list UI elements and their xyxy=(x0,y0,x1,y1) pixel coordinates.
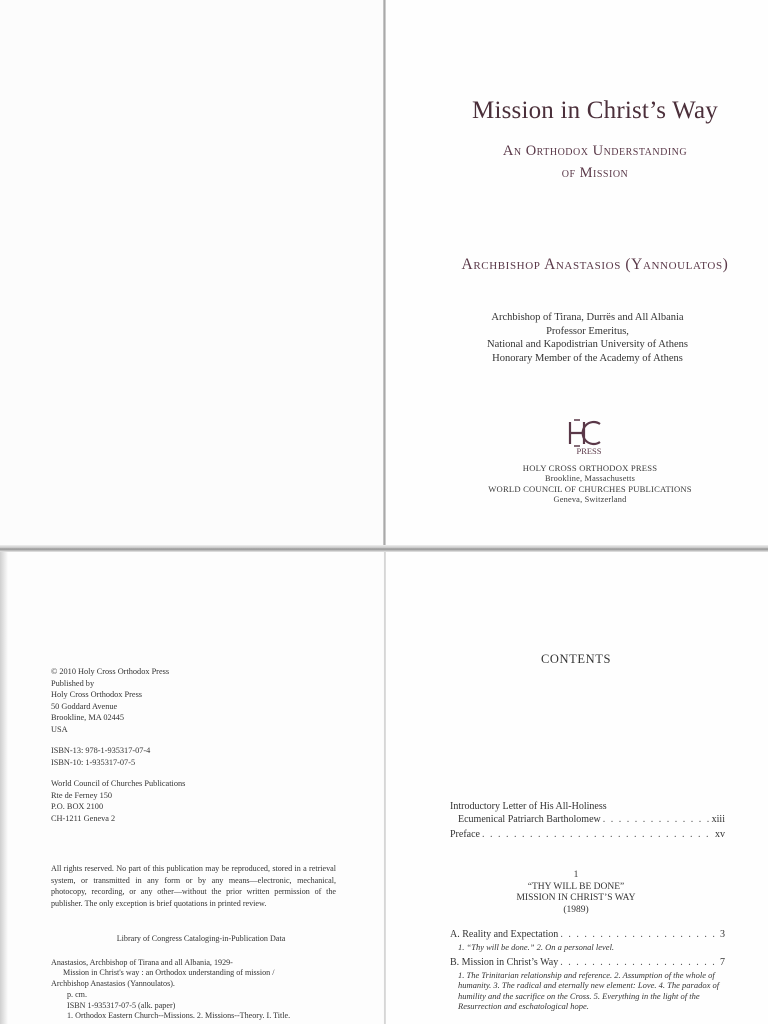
cip-line: Archbishop Anastasios (Yannoulatos). xyxy=(51,979,175,989)
page-edge-shadow xyxy=(0,549,8,1024)
scan-divider xyxy=(0,545,768,552)
publisher-name: WORLD COUNCIL OF CHURCHES PUBLICATIONS xyxy=(488,484,692,494)
toc-subentries: 1. The Trinitarian relationship and reference. 2. Assumption of the whole of humanity. 3. The radical and eternally new element: Love. 4. The paradox of humility and the sacrifice on the Cross. 5. Everything in the light of the Resurrection and eschatological hope. xyxy=(458,969,720,1012)
subtitle-line: An Orthodox Understanding xyxy=(502,143,688,159)
cip-line: Anastasios, Archbishop of Tirana and all Albania, 1929- xyxy=(51,957,233,967)
contents-page xyxy=(384,552,768,1024)
publishers-block xyxy=(430,463,750,505)
author-affiliations xyxy=(440,311,735,365)
toc-entry xyxy=(450,814,725,827)
toc-entry xyxy=(450,957,725,970)
press-line: © 2010 Holy Cross Orthodox Press xyxy=(51,667,170,676)
contents-heading: CONTENTS xyxy=(540,652,612,666)
publisher-logo-icon xyxy=(554,418,624,456)
wcc-line: World Council of Churches Publications xyxy=(51,779,186,788)
toc-entry-label: Introductory Letter of His All-Holiness xyxy=(450,801,607,812)
publisher-place: Geneva, Switzerland xyxy=(553,494,627,504)
cip-line: p. cm. xyxy=(67,989,88,999)
toc-entry-label: Ecumenical Patriarch Bartholomew xyxy=(458,813,601,825)
publisher-place: Brookline, Massachusetts xyxy=(544,473,636,483)
author-name: Archbishop Anastasios (Yannoulatos) xyxy=(461,256,729,273)
toc-page-number: 7 xyxy=(720,957,725,968)
cip-line: Mission in Christ's way : an Orthodox understanding of mission / xyxy=(63,968,275,978)
toc-entry-label: Preface xyxy=(450,829,480,840)
book-spine-top xyxy=(383,0,386,548)
isbn-line: ISBN-13: 978-1-935317-07-4 xyxy=(51,746,151,755)
toc-entry xyxy=(450,829,725,842)
wcc-line: P.O. BOX 2100 xyxy=(51,802,104,811)
publisher-name: HOLY CROSS ORTHODOX PRESS xyxy=(522,463,658,473)
copyright-info xyxy=(51,666,351,824)
toc-section-a xyxy=(450,929,725,952)
part-title: MISSION IN CHRIST’S WAY xyxy=(516,893,636,904)
affiliation-line: Professor Emeritus, xyxy=(546,325,629,337)
press-line: Holy Cross Orthodox Press xyxy=(51,690,143,699)
toc-section-b xyxy=(450,957,725,1012)
affiliation-line: National and Kapodistrian University of Athens xyxy=(487,339,688,350)
toc-leader xyxy=(603,814,710,827)
rights-notice: All rights reserved. No part of this publication may be reproduced, stored in a retrieval system, or transmitted in any form or by any means—electronic, mechanical, photocopy, recording, or any other—without the prior written permission of the publisher. The only exception is brief quotations in printed review. xyxy=(51,864,336,908)
toc-entry-label: A. Reality and Expectation xyxy=(450,929,559,940)
logo-text: PRESS xyxy=(576,446,602,456)
press-line: USA xyxy=(51,724,68,734)
affiliation-line: Honorary Member of the Academy of Athens xyxy=(492,352,683,364)
part-number: 1 xyxy=(573,870,579,880)
cip-line: 1. Orthodox Eastern Church--Missions. 2. Missions--Theory. I. Title. xyxy=(67,1011,291,1021)
blank-left-page xyxy=(0,0,383,545)
toc-leader xyxy=(482,829,713,842)
toc-page-number: 3 xyxy=(720,929,725,940)
isbn-line: ISBN-10: 1-935317-07-5 xyxy=(51,757,136,767)
toc-entry-label: B. Mission in Christ’s Way xyxy=(450,957,559,968)
book-title: Mission in Christ’s Way xyxy=(472,97,718,124)
toc-part-heading xyxy=(384,870,768,916)
press-line: Brookline, MA 02445 xyxy=(51,713,125,722)
press-line: Published by xyxy=(51,678,95,688)
cip-line: ISBN 1-935317-07-5 (alk. paper) xyxy=(67,1000,176,1010)
toc-entry xyxy=(450,929,725,942)
wcc-line: Rte de Ferney 150 xyxy=(51,790,113,800)
affiliation-line: Archbishop of Tirana, Durrës and All Albania xyxy=(491,312,684,323)
toc-page-number: xiii xyxy=(711,813,725,825)
toc-leader xyxy=(560,929,718,942)
subtitle-line: of Mission xyxy=(561,165,629,181)
toc-leader xyxy=(560,957,718,970)
toc-intro-letter xyxy=(450,801,725,826)
cip-heading: Library of Congress Cataloging-in-Publication Data xyxy=(116,934,286,943)
toc-subentries: 1. “Thy will be done.” 2. On a personal level. xyxy=(458,941,615,952)
part-year: (1989) xyxy=(563,904,589,915)
toc-page-number: xv xyxy=(715,829,725,840)
toc-preface xyxy=(450,829,725,842)
part-title: “THY WILL BE DONE” xyxy=(527,881,625,892)
book-spine-bottom xyxy=(384,552,386,1024)
press-line: 50 Goddard Avenue xyxy=(51,701,118,711)
book-subtitle xyxy=(430,140,760,184)
wcc-line: CH-1211 Geneva 2 xyxy=(51,813,116,823)
cip-data xyxy=(51,934,351,1022)
